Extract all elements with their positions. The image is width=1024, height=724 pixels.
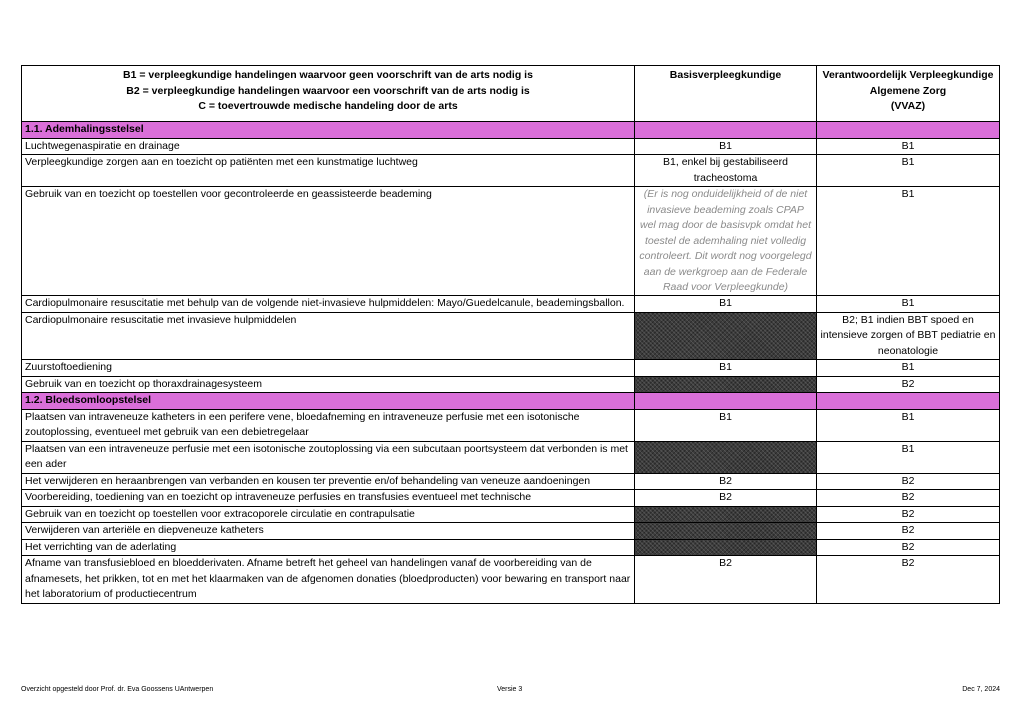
vvaz-value: B2 [817,490,1000,507]
vvaz-value: B1 [817,360,1000,377]
basis-value: B1 [635,138,817,155]
row-label: Gebruik van en toezicht op toestellen voor extracoporele circulatie en contrapulsatie [22,506,635,523]
table-row [22,187,1000,296]
legend-header [22,66,635,122]
table-row [22,441,1000,473]
row-label: Verpleegkundige zorgen aan en toezicht op patiënten met een kunstmatige luchtweg [22,155,635,187]
section-row-ademhalingsstelsel [22,122,1000,139]
table-header-row [22,66,1000,122]
row-label: Plaatsen van intraveneuze katheters in een perifere vene, bloedafneming en intraveneuze perfusie met een isotonische zoutoplossing, eventueel met gebruik van een debietregelaar [22,409,635,441]
not-applicable-cell [635,539,817,556]
row-label: Cardiopulmonaire resuscitatie met invasieve hulpmiddelen [22,312,635,360]
table-row [22,376,1000,393]
row-label: Gebruik van en toezicht op thoraxdrainagesysteem [22,376,635,393]
vvaz-value: B1 [817,441,1000,473]
vvaz-value: B2 [817,376,1000,393]
vvaz-value: B2 [817,539,1000,556]
row-label: Afname van transfusiebloed en bloedderivaten. Afname betreft het geheel van handelingen vanaf de voorbereiding van de afnamesets, het prikken, tot en met het klaarmaken van de afgenomen donaties (bloedproducten) voor bewaring en transport naar het laboratorium of productiecentrum [22,556,635,604]
legend-b1: B1 = verpleegkundige handelingen waarvoor geen voorschrift van de arts nodig is [123,69,533,81]
footer-version: Versie 3 [497,686,523,693]
row-label: Luchtwegenaspiratie en drainage [22,138,635,155]
table-row [22,490,1000,507]
basis-value: B2 [635,490,817,507]
vvaz-value: B1 [817,409,1000,441]
basis-value: B1 [635,360,817,377]
basis-value: B2 [635,473,817,490]
column-header-vvaz: Verantwoordelijk Verpleegkundige Algemene Zorg (VVAZ) [817,66,1000,122]
vvaz-value: B1 [817,187,1000,296]
section-title: 1.1. Ademhalingsstelsel [22,122,635,139]
row-label: Gebruik van en toezicht op toestellen voor gecontroleerde en geassisteerde beademing [22,187,635,296]
vvaz-value: B2 [817,506,1000,523]
nursing-acts-table [21,65,1000,604]
row-label: Het verwijderen en heraanbrengen van verbanden en kousen ter preventie en/of behandeling van veneuze aandoeningen [22,473,635,490]
table-row [22,473,1000,490]
row-label: Het verrichting van de aderlating [22,539,635,556]
row-label: Plaatsen van een intraveneuze perfusie met een isotonische zoutoplossing via een subcutaan poortsysteem dat verbonden is met een ader [22,441,635,473]
basis-value: B1, enkel bij gestabiliseerd tracheostoma [635,155,817,187]
vvaz-value: B2 [817,556,1000,604]
footer-date: Dec 7, 2024 [962,686,1000,693]
row-label: Voorbereiding, toediening van en toezicht op intraveneuze perfusies en transfusies eventueel met technische [22,490,635,507]
table-row [22,296,1000,313]
not-applicable-cell [635,506,817,523]
table-row [22,360,1000,377]
table-row [22,138,1000,155]
table-row [22,155,1000,187]
footer-author: Overzicht opgesteld door Prof. dr. Eva Goossens UAntwerpen [21,686,214,693]
row-label: Zuurstoftoediening [22,360,635,377]
table-row [22,539,1000,556]
vvaz-value: B2; B1 indien BBT spoed en intensieve zorgen of BBT pediatrie en neonatologie [817,312,1000,360]
table-row [22,409,1000,441]
vvaz-value: B1 [817,155,1000,187]
row-label: Verwijderen van arteriële en diepveneuze katheters [22,523,635,540]
vvaz-value: B1 [817,296,1000,313]
not-applicable-cell [635,376,817,393]
table-row [22,556,1000,604]
table-row [22,312,1000,360]
table-row [22,523,1000,540]
legend-c: C = toevertrouwde medische handeling door de arts [198,100,458,112]
basis-note: (Er is nog onduidelijkheid of de niet invasieve beademing zoals CPAP wel mag door de basisvpk omdat het toestel de ademhaling niet volledig controleert. Dit wordt nog voorgelegd aan de werkgroep aan de Federale Raad voor Verpleegkunde) [635,187,817,296]
basis-value: B2 [635,556,817,604]
row-label: Cardiopulmonaire resuscitatie met behulp van de volgende niet-invasieve hulpmiddelen: Mayo/Guedelcanule, beademingsballon. [22,296,635,313]
table-row [22,506,1000,523]
vvaz-value: B2 [817,523,1000,540]
not-applicable-cell [635,441,817,473]
not-applicable-cell [635,312,817,360]
column-header-basis: Basisverpleegkundige [635,66,817,122]
section-row-bloedsomloopstelsel [22,393,1000,410]
basis-value: B1 [635,296,817,313]
vvaz-value: B1 [817,138,1000,155]
vvaz-value: B2 [817,473,1000,490]
not-applicable-cell [635,523,817,540]
basis-value: B1 [635,409,817,441]
legend-b2: B2 = verpleegkundige handelingen waarvoor een voorschrift van de arts nodig is [126,84,530,97]
section-title: 1.2. Bloedsomloopstelsel [22,393,635,410]
